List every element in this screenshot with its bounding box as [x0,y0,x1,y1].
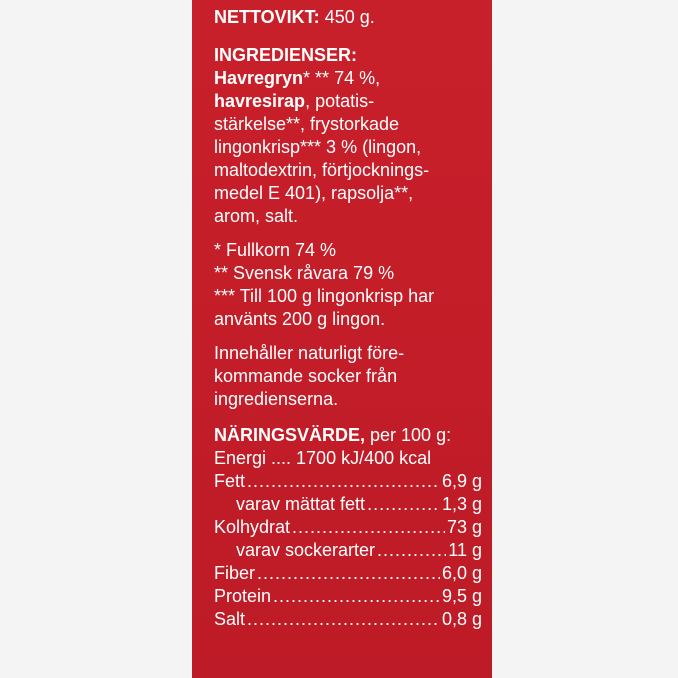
nutrient-value: 9,5 g [441,586,482,606]
footnotes [214,239,482,331]
nutrient-value: 11 g [448,540,482,560]
nutrition-row-fiber [214,562,482,585]
nutrient-name: Protein [214,586,272,606]
ingredients-section [214,44,482,228]
nutrient-name: varav sockerarter [236,540,376,560]
ingredient-havresirap: havresirap [214,91,306,111]
nutrient-name: Fett [214,471,246,491]
nutrition-row-kolhydrat [214,516,482,539]
nutrient-name: varav mättat fett [236,494,366,514]
ingredient-text: * ** 74 %, [303,68,381,88]
nutrition-heading: NÄRINGSVÄRDE, [214,425,366,445]
ingredient-line: lingonkrisp*** 3 % (lingon, [214,137,422,157]
nutrition-row-fett [214,470,482,493]
sugar-note-line: kommande socker från [214,366,398,386]
nutrition-table [214,424,482,631]
nutrient-value: 73 g [446,517,482,537]
nutrient-name: Salt [214,609,246,629]
footnote: * Fullkorn 74 % [214,240,337,260]
nutrition-row-mattat-fett [214,493,482,516]
nutrition-row-sockerarter [214,539,482,562]
nutrient-value: 0,8 g [441,609,482,629]
net-weight-value: 450 g. [324,7,375,27]
footnote: ** Svensk råvara 79 % [214,263,395,283]
net-weight-label: NETTOVIKT: [214,7,320,27]
nutrition-per: per 100 g: [365,425,452,445]
nutrient-name: Kolhydrat [214,517,291,537]
sugar-note [214,342,482,411]
ingredient-text: , potatis- [305,91,375,111]
ingredients-heading: INGREDIENSER: [214,45,358,65]
nutrition-row-salt [214,608,482,631]
nutrient-value: 1,3 g [441,494,482,514]
net-weight [214,6,482,29]
ingredient-line: stärkelse**, frystorkade [214,114,400,134]
sugar-note-line: Innehåller naturligt före- [214,343,405,363]
ingredient-line: maltodextrin, förtjocknings- [214,160,430,180]
nutrient-name: Fiber [214,563,256,583]
ingredient-havregryn: Havregryn [214,68,304,88]
sugar-note-line: ingredienserna. [214,389,339,409]
nutrient-value: 6,0 g [441,563,482,583]
footnote: *** Till 100 g lingonkrisp har [214,286,435,306]
ingredient-label [214,6,482,631]
footnote: använts 200 g lingon. [214,309,386,329]
nutrition-energy: Energi .... 1700 kJ/400 kcal [214,448,432,468]
ingredient-line: medel E 401), rapsolja**, [214,183,414,203]
nutrition-row-protein [214,585,482,608]
nutrient-value: 6,9 g [441,471,482,491]
ingredient-line: arom, salt. [214,206,299,226]
